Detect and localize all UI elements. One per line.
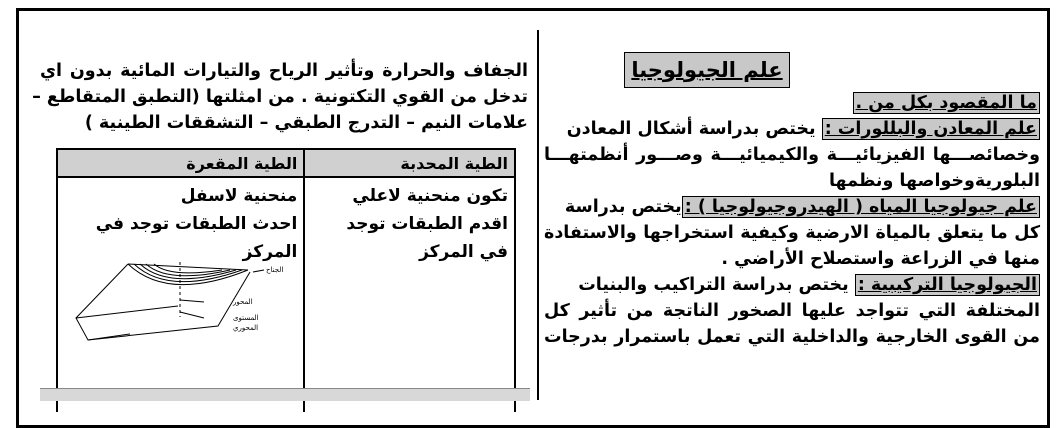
- definition-line: من القوى الخارجية والداخلية التي تعمل باستمرار بدرجات: [544, 327, 1040, 347]
- definition-line: منها في الزراعة واستصلاح الأراضي .: [721, 249, 1040, 269]
- table-header-anticline: الطية المحدبة: [304, 149, 515, 177]
- paragraph-line: علامات النيم – التدرج الطبقي – التشققات الطينية ): [84, 113, 528, 133]
- definition-line: وخصائصـــها الفيزيائيـــة والكيميائيـــة وصـــور أنظمتهـــا: [544, 145, 1040, 165]
- label-axial-plane-2: المحوري: [233, 324, 259, 332]
- label-axis: المحور: [233, 298, 253, 306]
- right-column: [544, 52, 1040, 350]
- table-cell-anticline: تكون منحنية لاعلي اقدم الطبقات توجد في المركز: [304, 177, 515, 412]
- question-heading: ما المقصود بكل من .: [544, 90, 1040, 116]
- label-axial-plane-1: المستوى: [233, 314, 259, 322]
- definition-line: البلوريةوخواصها ونظمها: [828, 171, 1040, 191]
- table-header-syncline: الطية المقعرة: [57, 149, 304, 177]
- definition-line: كل ما يتعلق بالمياة الارضية وكيفية استخراجها والاستفادة: [544, 223, 1040, 243]
- definition-line: المختلفة التي تتواجد عليها الصخور الناتجة من تأثير كل: [544, 301, 1040, 321]
- page-title: علم الجيولوجيا: [624, 52, 789, 88]
- column-divider: [537, 30, 539, 400]
- syncline-diagram: [68, 262, 284, 372]
- next-section-strip: [40, 388, 530, 401]
- paragraph-line: تدخل من القوي التكتونية . من امثلتها (التطبق المتقاطع –: [32, 87, 528, 107]
- paragraph-line: الجفاف والحرارة وتأثير الرياح والتيارات المائية بدون اي: [40, 61, 528, 81]
- definition-line: علم المعادن والبللورات : يختص بدراسة أشكال المعادن: [544, 116, 1040, 142]
- label-wing: الجناح: [266, 266, 284, 274]
- definition-line: الجيولوجيا التركيبية : يختص بدراسة التراكيب والبنيات: [544, 272, 1040, 298]
- left-column: [32, 58, 528, 136]
- definition-line: علم جيولوجيا المياه ( الهيدروجيولوجيا ) :يختص بدراسة: [544, 194, 1040, 220]
- table-cell-syncline: منحنية لاسفل احدث الطبقات توجد في المركز: [57, 177, 304, 412]
